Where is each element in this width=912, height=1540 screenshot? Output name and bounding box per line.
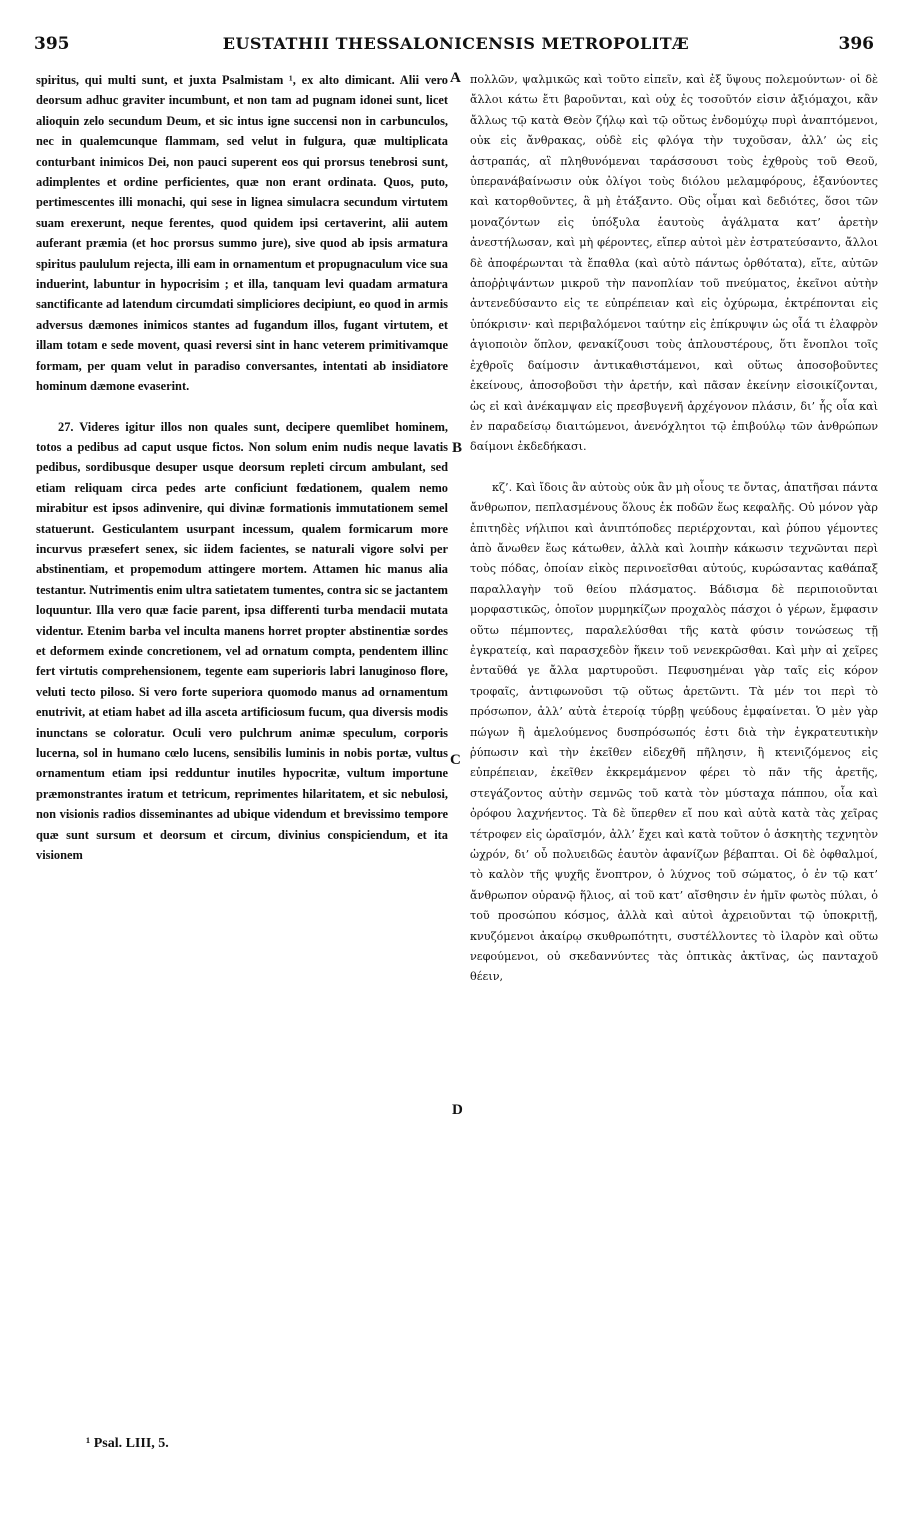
- greek-paragraph: πολλῶν, ψαλμικῶς καὶ τοῦτο εἰπεῖν, καὶ ἐξ ὕψους πολεμούντων· οἱ δὲ ἄλλοι κάτω ἔτι βαροῦνται, καὶ οὐχ ἐς τοσοῦτόν εἰσιν ἀξιόμαχοι, κἂν ἄλλως τῷ κατὰ Θεὸν ζήλῳ καὶ τῷ οὕτως ἐνδομύχῳ πυρὶ ἀναπτόμενοι, οὐκ εἰς ἄνθρακας, οὐδὲ εἰς φλόγα τὴν τυχοῦσαν, ἀλλ’ ὡς εἰς ἀστραπάς, αἳ πληθυνόμεναι ταράσσουσι τοὺς ἐχθροὺς τοῦ Θεοῦ, ὑπερανάβαίνωσιν οὐκ ὀλίγοι τοὺς διόλου μελαμφόρους, ἐξανύοντες καὶ κατορθοῦντες, ἃ μὴ ἐτάξαντο. Οὓς οἶμαι καὶ δεδιότες, ὅσοι τῶν μοναζόντων εἰς ὑπόξυλα ἑαυτοὺς ἀγάλματα κατ’ ἀρετὴν ἀνεστήλωσαν, καὶ μὴ φέροντες, εἴπερ αὐτοὶ μὲν ἐστρατεύσαντο, ἄλλοι δὲ ἀποφέρωνται τὰ ἔπαθλα (καὶ αὐτὸ πάντως ὀρθότατα), εἴτε, αὐτῶν ἀποῤῥιψάντων μικροῦ τὴν πανοπλίαν τοῦ πνεύματος, ἐκεῖνοι αὐτὴν ἀντενεδύσαντο εἰς τε εὐπρέπειαν καὶ εἰς ὀχύρωμα, ἐκτρέπονται εἰς ὑπόκρισιν· καὶ περιβαλόμενοι ταύτην εἰς ἐπίκρυψιν ὡς οἷά τι ἐλαφρὸν ἁγιοποιὸν ὅπλον, φενακίζουσι τοὺς ἁπλουστέρους, ὅτι ἔνοπλοι τοῖς ἐχθροῖς δαίμοσιν ἀντικαθιστάμενοι, καὶ οὕτως ἀποσοβοῦντες ἐκείνους, ἀποσοβοῦσι τὴν ἀρετήν, καὶ πᾶσαν ἐκείνην εἰσοικίζονται, ὡς εἰ καὶ ἀνέκαμψαν εἰς πρεσβυγενῆ ἀρχέγονον πλάσιν, δι’ ἧς οἷα καὶ ἐν παραδείσῳ διαιτώμενοι, ἀνενόχλητοι τῷ ἐπιβούλῳ τῶν ἀνθρώπων δαίμονι ἐκδεδήκασι.: [470, 73, 878, 454]
- margin-letter-b: B: [452, 440, 463, 456]
- page-number-left: 395: [34, 34, 70, 54]
- running-title: EUSTATHII THESSALONICENSIS METROPOLITÆ: [222, 34, 690, 53]
- margin-letter-d: D: [452, 1102, 463, 1118]
- page-number-right: 396: [838, 34, 874, 54]
- footnote: ¹ Psal. LIII, 5.: [86, 1436, 169, 1451]
- margin-letter-c: C: [450, 752, 461, 768]
- latin-paragraph: spiritus, qui multi sunt, et juxta Psalmistam ¹, ex alto dimicant. Alii vero deorsum adhuc graviter incumbunt, et non tam ad pugnam idonei sunt, licet alioquin zelo secundum Deum, et sic intus igne succensi non in carbunculos, nec in qualemcunque flammam, sed velut in fulgura, quæ multiplicata conturbant inimicos Dei, non pauci superent eos qui prorsus tenebrosi sunt, adimplentes et ordine perficientes, quæ non erant ordinata. Quos, puto, pertimescentes illi monachi, qui sese in lignea simulacra secundum virtutem suam erexerunt, neque ferentes, quod quidem ipsi certaverint, alii autem auferant præmia (et hoc prorsus summo jure), sive quod ab ipsis armatura spiritus paululum rejecta, illi eam in ornamentum et propugnaculum vice sua induerint, labuntur in hypocrisim ; et illa, tanquam levi quadam armatura sanctificante ad latendum circumdati simpliciores decipiunt, eo quod in armis adversus dæmones inimicos stantes ad fugandum illos, fugant virtutem, et illam totam e sede movent, quasi reversi sint in hanc veterem primitivamque formam, per quam velut in paradiso conversantes, intentati ab insidiatore hominum dæmone evaserint.: [36, 73, 448, 394]
- margin-letter-a: A: [450, 70, 461, 86]
- greek-paragraph: κζ’. Καὶ ἴδοις ἂν αὐτοὺς οὐκ ἂν μὴ οἷους τε ὄντας, ἀπατῆσαι πάντα ἄνθρωπον, πεπλασμένους ὅλους ἐκ ποδῶν ἕως κεφαλῆς. Οὐ μόνον γὰρ ἐπιτηδὲς νήλιποι καὶ ἀνιπτόποδες περιέρχονται, καὶ ῥύπου γέμοντες ἀπὸ ἄνωθεν ἕως κάτωθεν, ἀλλὰ καὶ λοιπὴν κάκωσιν τεχνῶνται περὶ τοὺς πόδας, ὁποίαν εἰκὸς περινοεῖσθαι αὐτούς, κυρώσαντας καθάπαξ παραλλαγὴν τοῦ θείου πλάσματος. Βάδισμα δὲ περιποιοῦνται μορφαστικῶς, ὁποῖον μυρμηκίζων προχαλὸς πάσχοι ὁ γέρων, ἔμφασιν οὕτω πέμποντες, παραλελύσθαι τῆς κατὰ φύσιν τονώσεως τῇ ἐγκρατείᾳ, καὶ παρασχεδὸν ἥκειν τοῦ νενεκρῶσθαι. Καὶ μὴν αἱ χεῖρες ἐνταῦθά γε ἄλλα μαρτυροῦσι. Πεφυσημέναι γὰρ ταῖς εἰς κόρον τροφαῖς, ἀντιφωνοῦσι τῷ οὕτως ἀρετῶντι. Τὰ μέν τοι περὶ τὸ πρόσωπον, ἀλλ’ αὐτὰ ἑτεροίᾳ τύρβῃ ψεύδους ἐμφαίνεται. Ὁ μὲν γὰρ πώγων ἢ ἀμελούμενος δυσπρόσωπός ἐστι διὰ τὴν ἐγκρατευτικὴν ῥύπωσιν καὶ τὴν ἐκεῖθεν εἰδεχθῆ πῆλησιν, ἢ κτενιζόμενος εἰς εὐπρέπειαν, ἐκεῖθεν ἐκκρεμάμενον φέρει τὸ πᾶν τῆς ἀρετῆς, στεγάζοντος αὐτὴν σεμνῶς τοῦ κατὰ τὸν μύσταχα πάππου, οἷα καὶ ὀρόφου λαχνήεντος. Τὰ δὲ ὕπερθεν εἴ που καὶ αὐτὰ κατὰ τὰς χεῖρας τέτροφεν εἰς ὡραϊσμόν, ἀλλ’ ἔχει καὶ κατὰ τοῦτον ὁ ἀσκητὴς τεχνητὸν ὠχρόν, δι’ οὗ πολυειδῶς ἑαυτὸν ἀφανίζων βέβαπται. Οἱ δὲ ὀφθαλμοί, τὸ καλὸν τῆς ψυχῆς ἔνοπτρον, ὁ λύχνος τοῦ σώματος, ὁ ἐν τῷ κατ’ ἄνθρωπον οὐρανῷ ἥλιος, αἱ τοῦ κατ’ αἴσθησιν ἐν ἡμῖν φωτὸς πύλαι, ὁ τοῦ προσώπου κόσμος, ἀλλὰ καὶ αὐτοὶ ἀχρειοῦνται τῷ ὑποκριτῇ, κνυζόμενοι ἀκαίρῳ σκυθρωπότητι, συστέλλοντες τὸ ἱλαρὸν καὶ οὕτω νεφούμενοι, οὐ σκεδαννύντες τὰς ὀπτικὰς ἀκτῖνας, ὡς πανταχοῦ θέειν,: [470, 480, 878, 984]
- latin-column: [36, 70, 448, 865]
- latin-paragraph: 27. Videres igitur illos non quales sunt, decipere quemlibet hominem, totos a pedibus ad caput usque fictos. Non solum enim nudis neque lavatis pedibus, sordibusque desuper usque deorsum repleti circum ambulant, sed etiam reliquam circa pedes arte conficiunt fœdationem, qualem nemo mirabitur est ipsos adinvenire, qui divinæ formationis immutationem semel statuerunt. Gesticulantem usurpant incessum, qualem formicarum more incurvus præsefert senex, sic iidem facientes, se naturali vigore solvi per abstinentiam, et propemodum attingere mortem. Attamen hic manus alia testantur. Nutrimentis enim ultra satietatem tumentes, contra sic se jactantem loquuntur. Illa vero quæ facie parent, ipsa differenti turba mendacii mutata videntur. Etenim barba vel inculta manens horret propter abstinentiæ sordes et deformem exinde concretionem, vel ad ornatum compta, pendentem illinc fert virtutis comprehensionem, tegente eam superioris labri lanuginoso flore, veluti tecto piloso. Si vero forte superiora quomodo manus ad ornamentum enutrivit, at etiam habet ad illa asceta artificiosum fucum, qua diversis modis inunctans se coloratur. Oculi vero pulchrum animæ speculum, corporis lucerna, sol in humano cœlo lucens, sensibilis luminis in nobis portæ, vultus ornamentum etiam ipsi redduntur inutiles hypocritæ, vultum importune præmonstrantes iratum et tetricum, reprimentes hilaritatem, et sic nebulosi, non visionis radios disseminantes ad ubique videndum et brevissimo tempore quæ sunt sursum et deorsum et circum, divinius conspiciendum, et ita visionem: [36, 419, 448, 863]
- greek-column: [470, 70, 878, 988]
